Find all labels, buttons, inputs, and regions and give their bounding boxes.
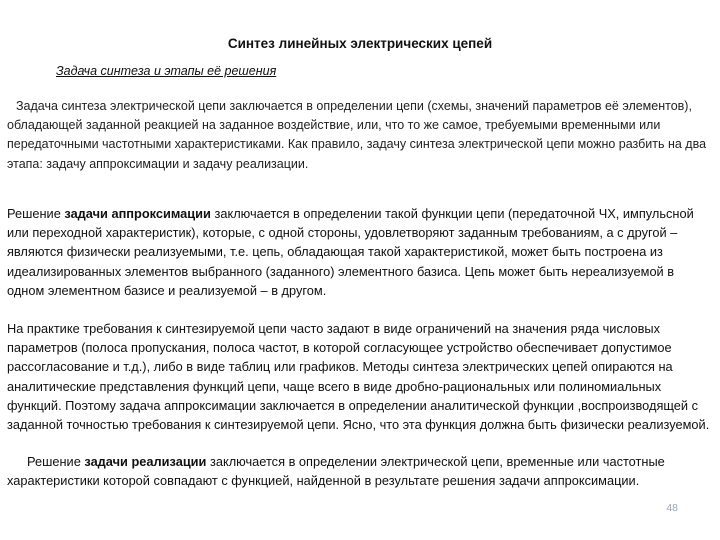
paragraph-realization-term: задачи реализации	[84, 454, 207, 469]
slide-subtitle: Задача синтеза и этапы её решения	[56, 64, 277, 78]
paragraph-approximation	[7, 204, 713, 300]
paragraph-approximation-term: задачи аппроксимации	[64, 206, 211, 221]
paragraph-realization	[7, 452, 713, 490]
page-number: 48	[666, 502, 678, 514]
paragraph-intro	[7, 97, 713, 174]
slide-title: Синтез линейных электрических цепей	[227, 36, 493, 51]
paragraph-realization-prefix: Решение	[27, 454, 85, 469]
paragraph-realization-text: заключается в определении электрической цепи, временные или частотные характеристики которой совпадают с функцией, найденной в результате решения задачи аппроксимации.	[7, 454, 665, 489]
paragraph-approximation-prefix: Решение	[7, 206, 65, 221]
paragraph-intro-text: Задача синтеза электрической цепи заключается в определении цепи (схемы, значений параметров её элементов), обладающей заданной реакцией на заданное воздействие, или, что то же самое, требуемыми временными или передаточными частотными характеристиками. Как правило, задачу синтеза электрической цепи можно разбить на два этапа: задачу аппроксимации и задачу реализации.	[7, 99, 707, 171]
paragraph-approximation-text: заключается в определении такой функции цепи (передаточной ЧХ, импульсной или переходной характеристик), которые, с одной стороны, удовлетворяют заданным требованиям, а с другой – являются физически реализуемыми, т.е. цепь, обладающая такой характеристикой, может быть построена из идеализированных элементов выбранного (заданного) элементного базиса. Цепь может быть нереализуемой в одном элементном базисе и реализуемой – в другом.	[7, 206, 694, 298]
paragraph-practice: На практике требования к синтезируемой цепи часто задают в виде ограничений на значения ряда числовых параметров (полоса пропускания, полоса частот, в которой согласующее устройство обеспечивает допустимое рассогласование и т.д.), либо в виде таблиц или графиков. Методы синтеза электрических цепей опираются на аналитические представления функций цепи, чаще всего в виде дробно-рациональных или полиномиальных функций. Поэтому задача аппроксимации заключается в определении аналитической функции ,воспроизводящей с заданной точностью требования к синтезируемой цепи. Ясно, что эта функция должна быть физически реализуемой.	[7, 321, 710, 433]
